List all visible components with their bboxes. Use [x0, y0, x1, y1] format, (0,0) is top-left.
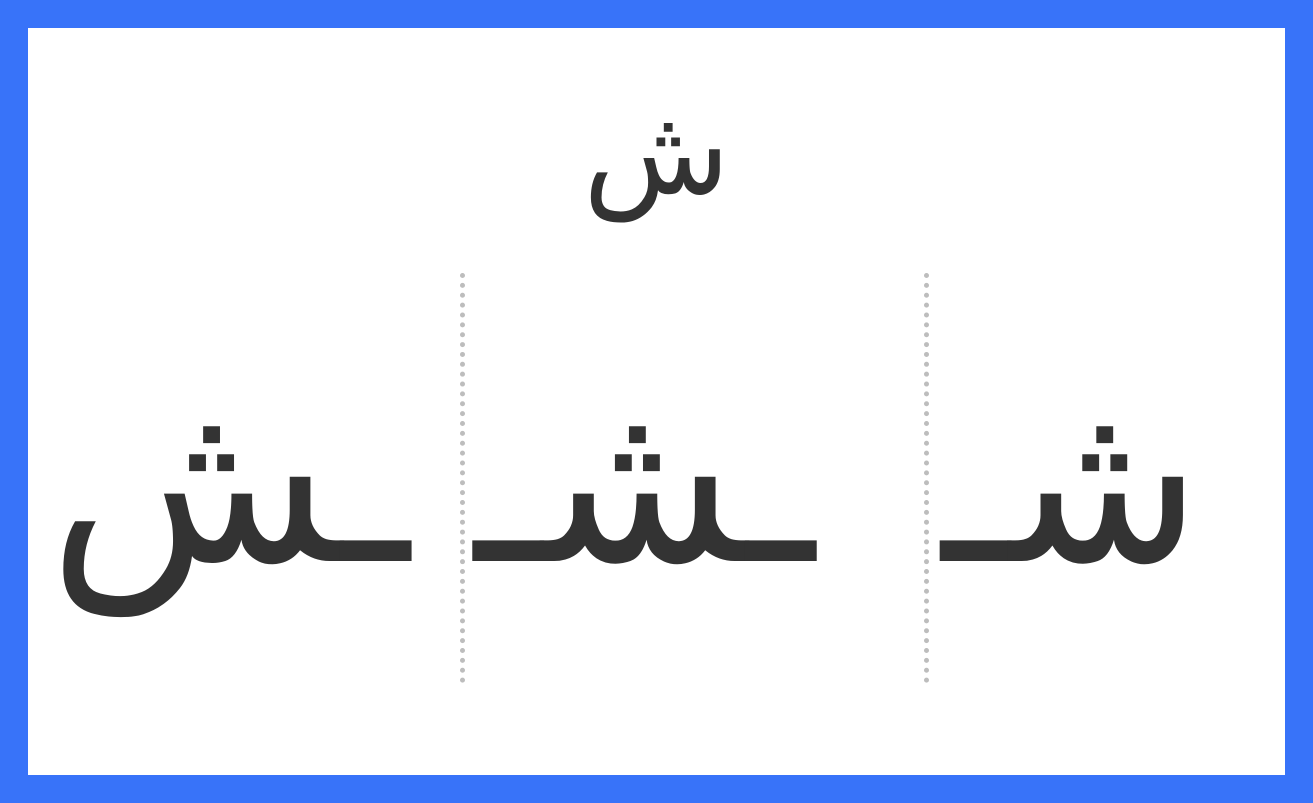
final-form: ـش: [48, 349, 410, 616]
isolated-letter: ش: [583, 83, 730, 222]
medial-form: ـشـ: [474, 349, 815, 616]
dotted-divider: [460, 273, 465, 683]
letter-forms-row: [28, 268, 1285, 698]
dotted-divider: [924, 273, 929, 683]
initial-form: شـ: [941, 349, 1203, 616]
